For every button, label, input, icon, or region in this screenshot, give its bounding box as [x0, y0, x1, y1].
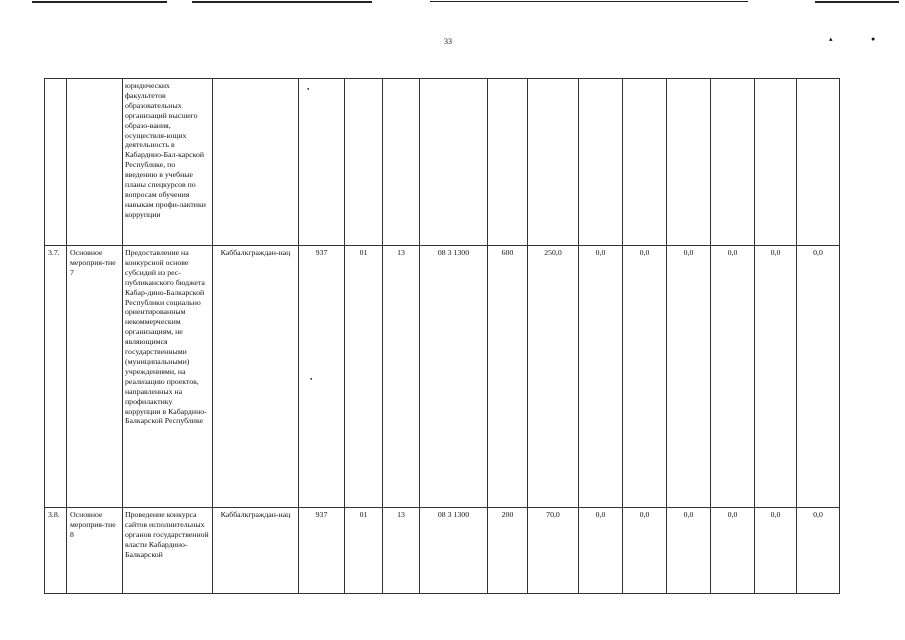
cell-value: 0,0 — [797, 246, 840, 508]
cell-csr: 08 3 1300 — [420, 508, 488, 594]
scan-mark: ● — [310, 376, 313, 381]
cell-pr — [383, 79, 420, 246]
cell-grbs — [299, 79, 345, 246]
table-row — [45, 79, 840, 246]
cell-pr: 13 — [383, 508, 420, 594]
cell-value — [711, 79, 755, 246]
top-rule-3 — [430, 1, 748, 2]
cell-value: 0,0 — [623, 246, 667, 508]
cell-value — [755, 79, 797, 246]
cell-num — [45, 79, 67, 246]
cell-value: 0,0 — [711, 508, 755, 594]
top-rule-2 — [192, 1, 372, 3]
cell-description: Проведение конкурса сайтов исполнительных органов государственной власти Кабардино-Балкарской — [123, 508, 213, 594]
cell-value: 0,0 — [667, 246, 711, 508]
cell-type: Основное мероприя-тие 8 — [67, 508, 123, 594]
cell-value — [623, 79, 667, 246]
cell-vr — [488, 79, 528, 246]
cell-value: 0,0 — [755, 246, 797, 508]
cell-rz: 01 — [345, 508, 383, 594]
cell-value: 0,0 — [579, 246, 623, 508]
cell-num: 3.7. — [45, 246, 67, 508]
cell-vr: 200 — [488, 508, 528, 594]
cell-value: 0,0 — [579, 508, 623, 594]
cell-rz — [345, 79, 383, 246]
cell-value: 0,0 — [711, 246, 755, 508]
scan-mark: ● — [307, 86, 310, 91]
cell-type — [67, 79, 123, 246]
cell-rz: 01 — [345, 246, 383, 508]
cell-value: 70,0 — [528, 508, 579, 594]
scan-mark: ● — [871, 35, 876, 43]
cell-vr: 600 — [488, 246, 528, 508]
cell-grbs: 937 — [299, 246, 345, 508]
cell-value — [579, 79, 623, 246]
cell-value — [528, 79, 579, 246]
cell-description: юридических факультетов образовательных организаций высшего образо-вания, осуществля-ющих деятельность в Кабардино-Бал-карской Республике, по введению в учебные планы спецкурсов по вопросам обучения навыкам профи-лактики коррупции — [123, 79, 213, 246]
cell-value: 0,0 — [797, 508, 840, 594]
cell-value: 250,0 — [528, 246, 579, 508]
cell-value — [797, 79, 840, 246]
cell-num: 3.8. — [45, 508, 67, 594]
cell-executor: Каббалкграждан-нац — [213, 246, 299, 508]
cell-executor — [213, 79, 299, 246]
cell-csr: 08 3 1300 — [420, 246, 488, 508]
cell-grbs: 937 — [299, 508, 345, 594]
top-rule-4 — [815, 1, 899, 3]
scan-mark: ▴ — [829, 35, 833, 43]
top-rule-1 — [32, 1, 167, 3]
cell-value: 0,0 — [623, 508, 667, 594]
table-row — [45, 246, 840, 508]
cell-value — [667, 79, 711, 246]
cell-type: Основное мероприя-тие 7 — [67, 246, 123, 508]
cell-pr: 13 — [383, 246, 420, 508]
cell-executor: Каббалкграждан-нац — [213, 508, 299, 594]
cell-csr — [420, 79, 488, 246]
budget-table — [44, 78, 840, 594]
table-row — [45, 508, 840, 594]
cell-description: Предоставление на конкурсной основе субсидий из рес-публиканского бюджета Кабар-дино-Балкарской Республики социально ориентированным некоммерческим организациям, не являющимся государственными (муниципальными) учреждениями, на реализацию проектов, направленных на профилактику коррупции в Кабардино-Балкарской Республике — [123, 246, 213, 508]
cell-value: 0,0 — [667, 508, 711, 594]
cell-value: 0,0 — [755, 508, 797, 594]
page-number: 33 — [444, 37, 452, 46]
